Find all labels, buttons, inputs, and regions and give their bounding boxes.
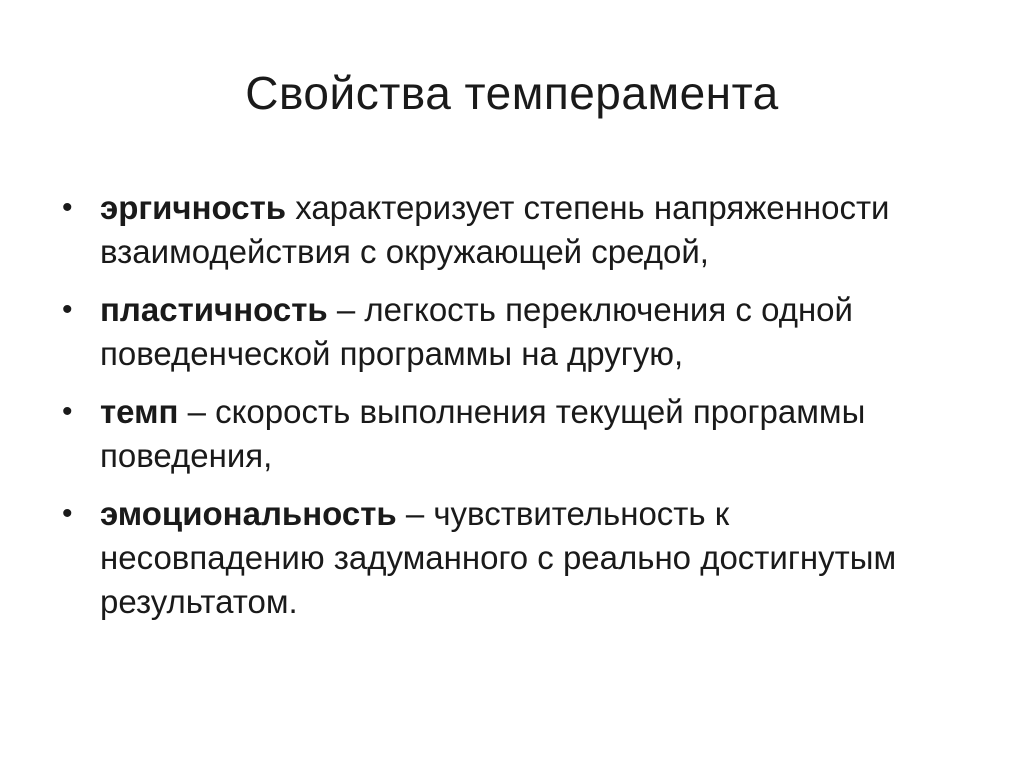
slide-title: Свойства темперамента xyxy=(245,67,779,119)
bullet-icon: • xyxy=(62,395,73,428)
bullet-text: – чувствительность к несовпадению задуманного с реально достигнутым результатом. xyxy=(100,495,897,620)
bullet-term: пластичность xyxy=(100,291,328,328)
bullet-text: характеризует степень напряженности взаимодействия с окружающей средой, xyxy=(100,189,890,270)
bullet-item-emotsionalnost xyxy=(62,492,962,624)
bullet-list xyxy=(62,186,962,638)
bullet-item-temp xyxy=(62,390,962,478)
bullet-text: – скорость выполнения текущей программы поведения, xyxy=(100,393,866,474)
bullet-term: эмоциональность xyxy=(100,495,397,532)
bullet-icon: • xyxy=(62,191,73,224)
bullet-item-plastichnost xyxy=(62,288,962,376)
bullet-term: темп xyxy=(100,393,179,430)
bullet-icon: • xyxy=(62,293,73,326)
bullet-icon: • xyxy=(62,497,73,530)
bullet-item-ergichnost xyxy=(62,186,962,274)
bullet-term: эргичность xyxy=(100,189,287,226)
bullet-text: – легкость переключения с одной поведенческой программы на другую, xyxy=(100,291,853,372)
